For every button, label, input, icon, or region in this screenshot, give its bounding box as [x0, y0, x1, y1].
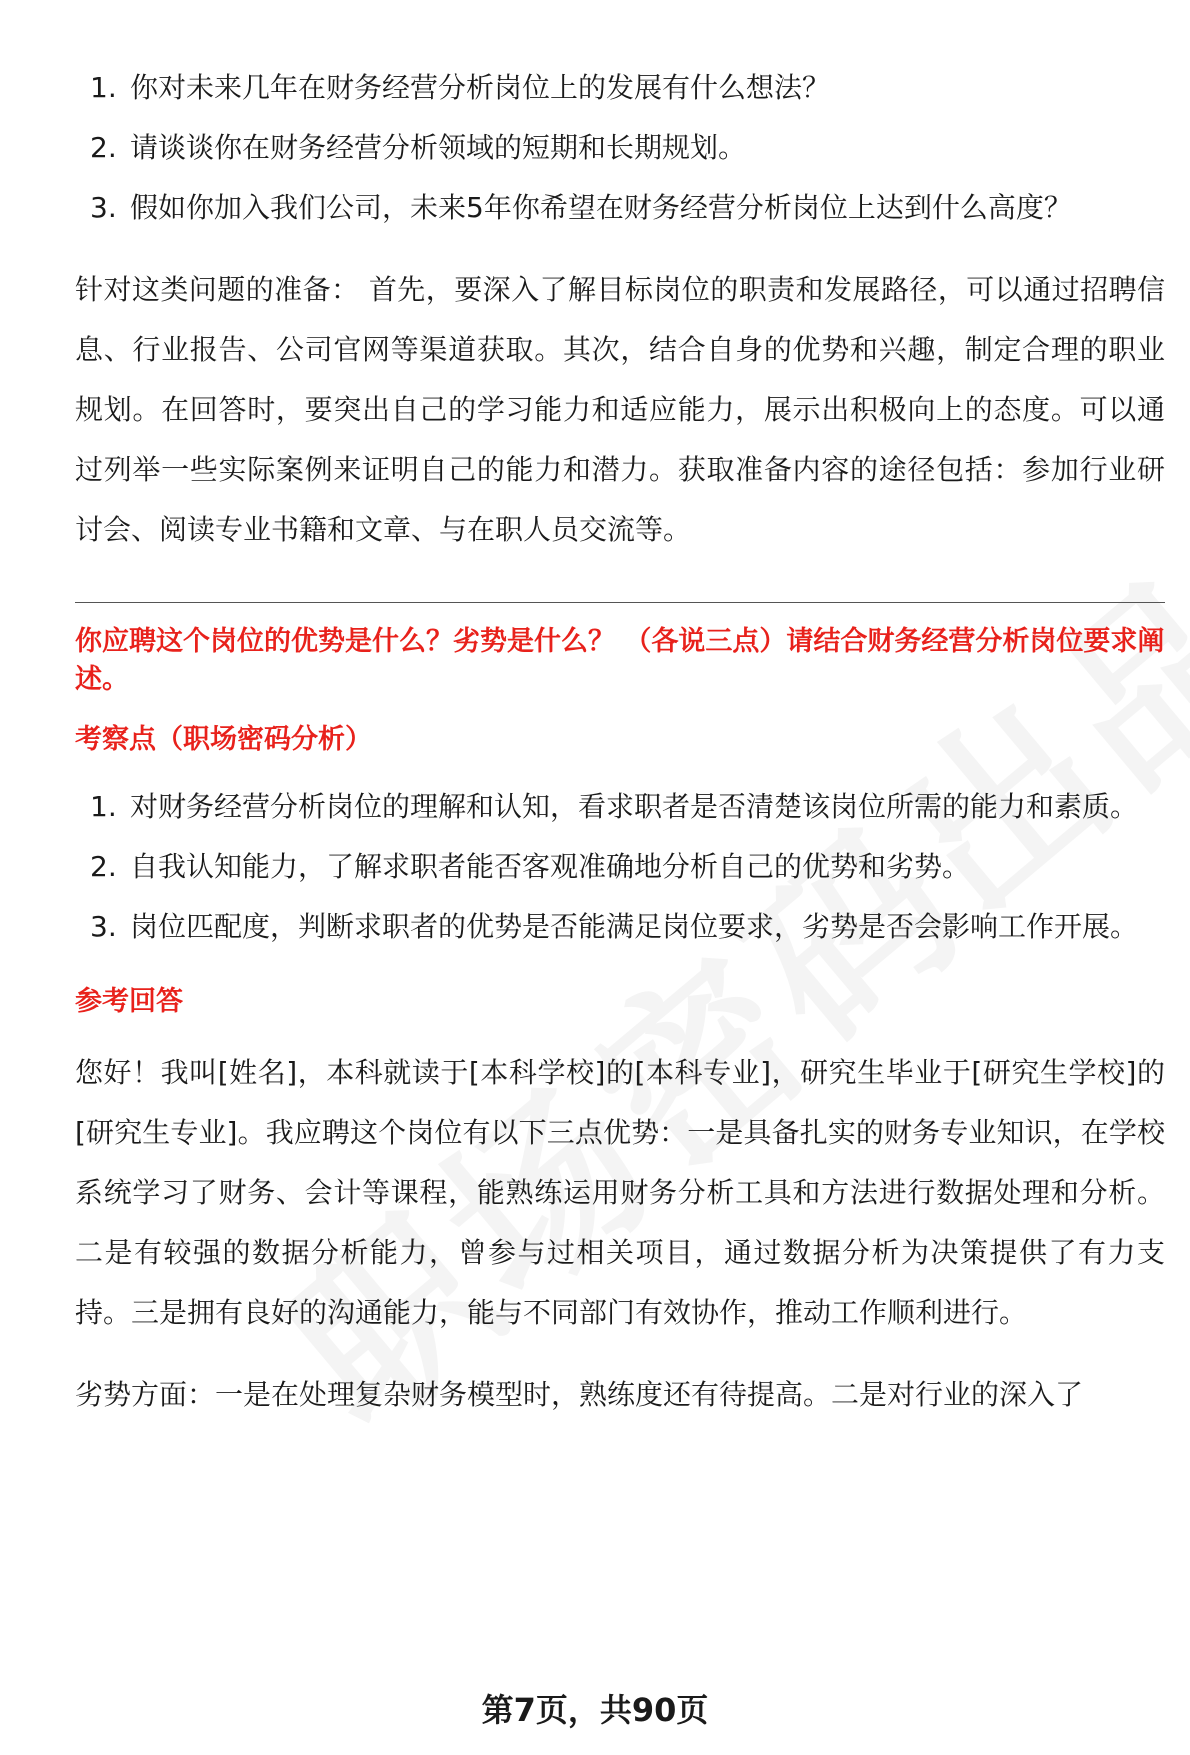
answer-heading: 参考回答 — [75, 986, 183, 1017]
page-number: 第7页，共90页 — [481, 1691, 709, 1729]
list-number: 3. — [90, 191, 117, 224]
list-number: 2. — [90, 850, 117, 883]
list-item — [75, 118, 1165, 178]
list-item — [75, 178, 1165, 238]
list-item-text: 请谈谈你在财务经营分析领域的短期和长期规划。 — [130, 131, 747, 164]
list-item — [75, 897, 1165, 957]
list-number: 1. — [90, 71, 117, 104]
list-item-text: 岗位匹配度，判断求职者的优势是否能满足岗位要求，劣势是否会影响工作开展。 — [130, 910, 1139, 943]
prep-paragraph: 针对这类问题的准备： 首先，要深入了解目标岗位的职责和发展路径，可以通过招聘信息、行业报告、公司官网等渠道获取。其次，结合自身的优势和兴趣，制定合理的职业规划。在回答时，要突出自己的学习能力和适应能力，展示出积极向上的态度。可以通过列举一些实际案例来证明自己的能力和潜力。获取准备内容的途径包括：参加行业研讨会、阅读专业书籍和文章、与在职人员交流等。 — [75, 273, 1165, 546]
question-title: 你应聘这个岗位的优势是什么？劣势是什么？ （各说三点）请结合财务经营分析岗位要求阐述。 — [75, 626, 1165, 695]
list-item — [75, 58, 1165, 118]
weakness-paragraph: 劣势方面：一是在处理复杂财务模型时，熟练度还有待提高。二是对行业的深入了 — [75, 1378, 1084, 1411]
check-heading: 考察点（职场密码分析） — [75, 724, 372, 755]
check-point-list — [75, 777, 1165, 957]
list-item-text: 你对未来几年在财务经营分析岗位上的发展有什么想法？ — [130, 71, 831, 104]
page-content — [75, 58, 1165, 1425]
list-item-text: 假如你加入我们公司，未来5年你希望在财务经营分析岗位上达到什么高度？ — [130, 191, 1072, 224]
list-number: 2. — [90, 131, 117, 164]
answer-paragraph: 您好！我叫[姓名]，本科就读于[本科学校]的[本科专业]，研究生毕业于[研究生学校]的[研究生专业]。我应聘这个岗位有以下三点优势：一是具备扎实的财务专业知识，在学校系统学习了财务、会计等课程，能熟练运用财务分析工具和方法进行数据处理和分析。二是有较强的数据分析能力，曾参与过相关项目，通过数据分析为决策提供了有力支持。三是拥有良好的沟通能力，能与不同部门有效协作，推动工作顺利进行。 — [75, 1056, 1165, 1329]
list-item-text: 自我认知能力，了解求职者能否客观准确地分析自己的优势和劣势。 — [130, 850, 971, 883]
list-item — [75, 777, 1165, 837]
list-number: 1. — [90, 790, 117, 823]
question-list — [75, 58, 1165, 238]
list-item — [75, 837, 1165, 897]
list-item-text: 对财务经营分析岗位的理解和认知，看求职者是否清楚该岗位所需的能力和素质。 — [130, 790, 1139, 823]
list-number: 3. — [90, 910, 117, 943]
